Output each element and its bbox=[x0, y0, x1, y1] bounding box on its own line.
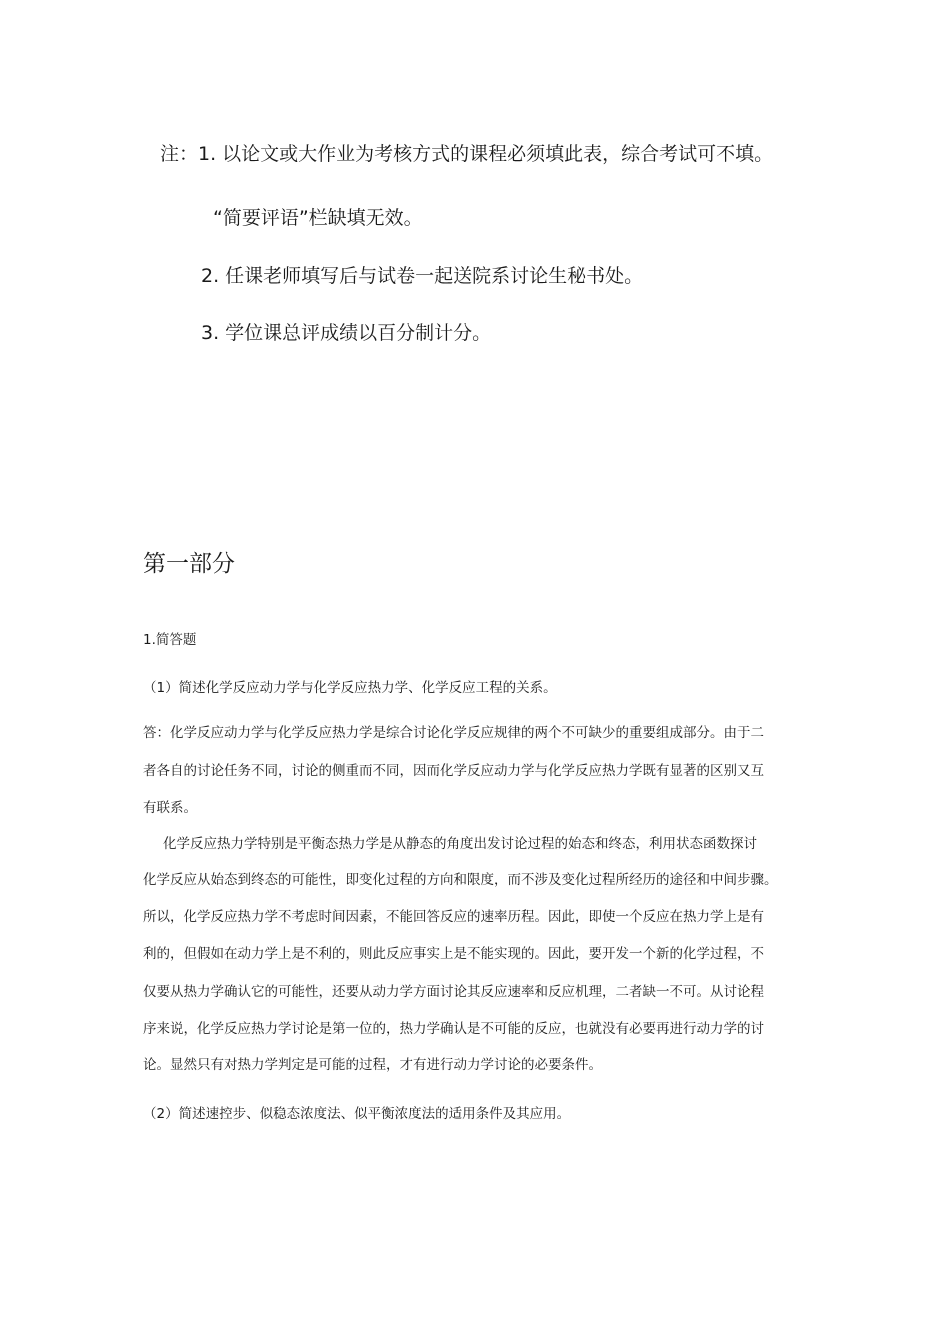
answer-line: 有联系。 bbox=[143, 800, 197, 816]
answer-line: 答：化学反应动力学与化学反应热力学是综合讨论化学反应规律的两个不可缺少的重要组成部分。由于二 bbox=[143, 725, 764, 741]
answer-line: 仅要从热力学确认它的可能性，还要从动力学方面讨论其反应速率和反应机理，二者缺一不可。从讨论程 bbox=[143, 984, 764, 1000]
section-title: 第一部分 bbox=[143, 551, 235, 577]
answer-line: 所以，化学反应热力学不考虑时间因素，不能回答反应的速率历程。因此，即使一个反应在热力学上是有 bbox=[143, 909, 764, 925]
answer-line: 序来说，化学反应热力学讨论是第一位的，热力学确认是不可能的反应，也就没有必要再进行动力学的讨 bbox=[143, 1021, 764, 1037]
answer-line: 论。显然只有对热力学判定是可能的过程，才有进行动力学讨论的必要条件。 bbox=[143, 1057, 602, 1073]
note-line-1-continuation: “简要评语”栏缺填无效。 bbox=[213, 207, 423, 229]
answer-line: 化学反应热力学特别是平衡态热力学是从静态的角度出发讨论过程的始态和终态，利用状态函数探讨 bbox=[163, 836, 757, 852]
note-line-1: 注：1. 以论文或大作业为考核方式的课程必须填此表，综合考试可不填。 bbox=[160, 143, 774, 165]
note-line-3: 3. 学位课总评成绩以百分制计分。 bbox=[201, 322, 492, 344]
question-2: （2）简述速控步、似稳态浓度法、似平衡浓度法的适用条件及其应用。 bbox=[143, 1106, 571, 1122]
answer-line: 化学反应从始态到终态的可能性，即变化过程的方向和限度，而不涉及变化过程所经历的途径和中间步骤。 bbox=[143, 872, 778, 888]
note-line-2: 2. 任课老师填写后与试卷一起送院系讨论生秘书处。 bbox=[201, 265, 644, 287]
answer-line: 者各自的讨论任务不同，讨论的侧重而不同，因而化学反应动力学与化学反应热力学既有显著的区别又互 bbox=[143, 763, 764, 779]
question-group-title: 1.简答题 bbox=[143, 632, 197, 648]
question-1: （1）简述化学反应动力学与化学反应热力学、化学反应工程的关系。 bbox=[143, 680, 557, 696]
answer-line: 利的，但假如在动力学上是不利的，则此反应事实上是不能实现的。因此，要开发一个新的化学过程，不 bbox=[143, 946, 764, 962]
